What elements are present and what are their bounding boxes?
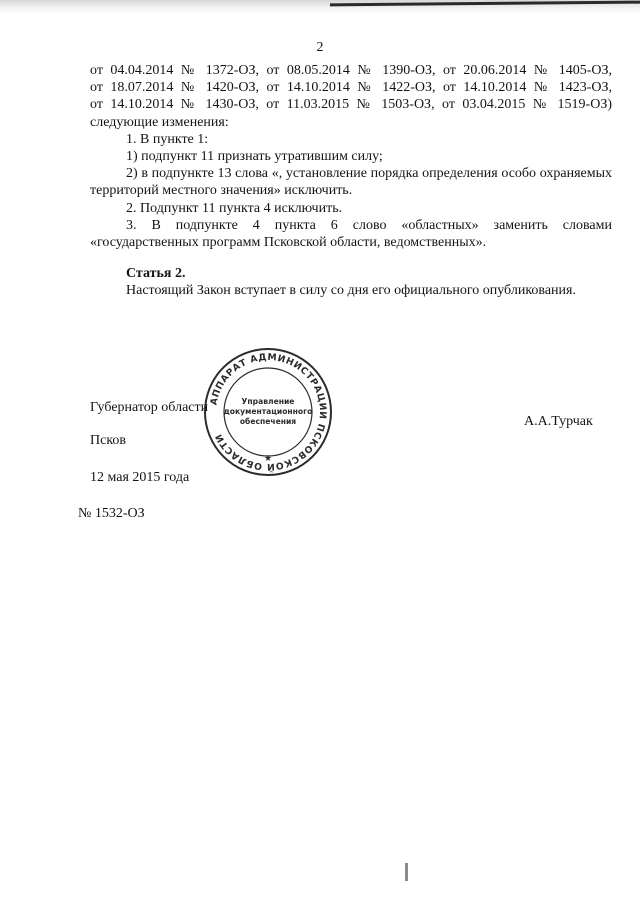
amendments-line-2: от 18.07.2014 № 1420-ОЗ, от 14.10.2014 № 1422-ОЗ, от 14.10.2014 № 1423-ОЗ,: [90, 80, 612, 96]
subitem-1: 1) подпункт 11 признать утратившим силу;: [126, 149, 383, 165]
seal-line-2: документационного: [223, 407, 313, 416]
seal-line-3: обеспечения: [239, 417, 297, 426]
article-2-text: Настоящий Закон вступает в силу со дня его официального опубликования.: [126, 283, 576, 299]
seal-star-icon: ★: [263, 454, 273, 464]
document-body: [90, 62, 612, 300]
article-2-title: Статья 2.: [126, 266, 186, 282]
law-number: № 1532-ОЗ: [78, 506, 145, 521]
item-2: 2. Подпункт 11 пункта 4 исключить.: [126, 200, 343, 216]
official-seal: [202, 346, 334, 478]
amendments-line-1: от 04.04.2014 № 1372-ОЗ, от 08.05.2014 № 1390-ОЗ, от 20.06.2014 № 1405-ОЗ,: [90, 63, 612, 78]
signing-city: Псков: [90, 433, 127, 448]
seal-line-1: Управление: [241, 397, 295, 406]
amendments-line-4: следующие изменения:: [90, 114, 229, 130]
scan-artifact: [405, 863, 408, 881]
item-3: 3. В подпункте 4 пункта 6 слово «областных» заменить словами «государственных программ Псковской области, ведомственных».: [90, 217, 612, 251]
subitem-2: 2) в подпункте 13 слова «, установление порядка определения особо охраняемых территорий местного значения» исключить.: [90, 166, 612, 199]
amendments-line-3: от 14.10.2014 № 1430-ОЗ, от 11.03.2015 № 1503-ОЗ, от 03.04.2015 № 1519-ОЗ): [90, 97, 612, 113]
signing-date: 12 мая 2015 года: [90, 470, 190, 485]
signatory-position: Губернатор области: [90, 400, 209, 415]
signatory-name: А.А.Турчак: [524, 414, 593, 429]
seal-ring-text: АППАРАТ АДМИНИСТРАЦИИ ПСКОВСКОЙ ОБЛАСТИ: [208, 351, 329, 473]
item-1: 1. В пункте 1:: [126, 131, 209, 147]
page-number: 2: [316, 40, 324, 55]
